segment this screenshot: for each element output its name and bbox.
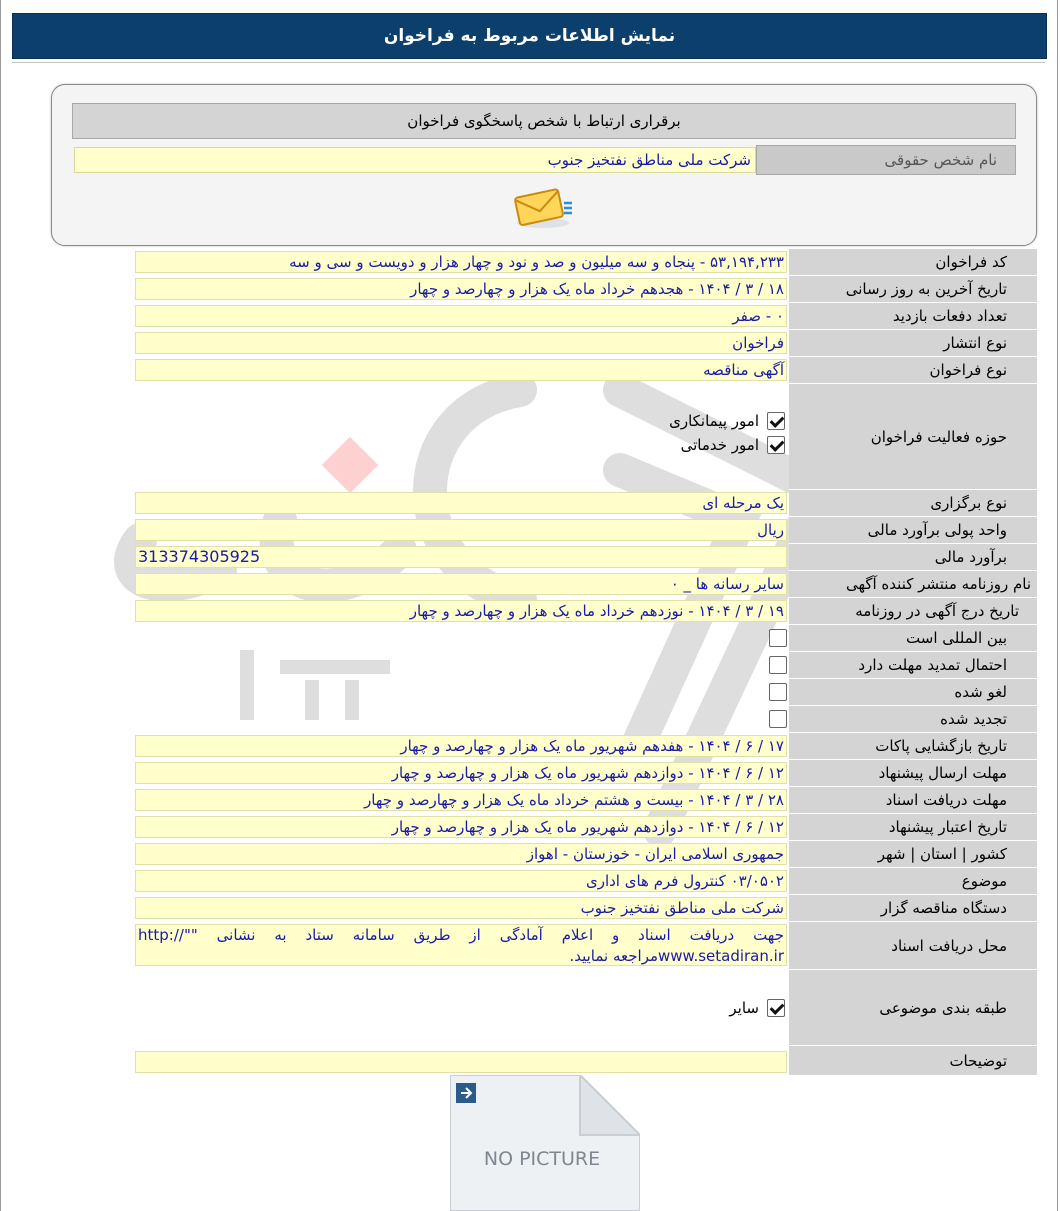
field-label: طبقه بندی موضوعی bbox=[789, 970, 1037, 1046]
contact-value: شرکت ملی مناطق نفتخیز جنوب bbox=[74, 147, 756, 173]
activity-option bbox=[135, 433, 785, 457]
row-visits bbox=[135, 303, 1037, 330]
page-title: نمایش اطلاعات مربوط به فراخوان bbox=[12, 13, 1047, 59]
checkbox-label: امور پیمانکاری bbox=[669, 412, 759, 430]
field-label: موضوع bbox=[789, 868, 1037, 895]
field-label: مهلت دریافت اسناد bbox=[789, 787, 1037, 814]
row-validity bbox=[135, 814, 1037, 841]
row-newspaper bbox=[135, 571, 1037, 598]
field-label: واحد پولی برآورد مالی bbox=[789, 517, 1037, 544]
field-value: آگهی مناقصه bbox=[135, 359, 787, 381]
contact-row bbox=[74, 145, 1016, 175]
row-description bbox=[135, 1046, 1037, 1076]
field-value: ۰ - صفر bbox=[135, 305, 787, 327]
row-category bbox=[135, 970, 1037, 1046]
contact-label: نام شخص حقوقی bbox=[756, 145, 1016, 175]
row-docs-deadline bbox=[135, 787, 1037, 814]
no-picture-image bbox=[450, 1075, 640, 1211]
field-label: نام روزنامه منتشر کننده آگهی bbox=[789, 571, 1037, 598]
no-picture-label: NO PICTURE bbox=[483, 1148, 601, 1170]
contact-panel bbox=[51, 84, 1037, 246]
field-label: کشور | استان | شهر bbox=[789, 841, 1037, 868]
field-label: دستگاه مناقصه گزار bbox=[789, 895, 1037, 922]
field-value: ۲۸ / ۳ / ۱۴۰۴ - بیست و هشتم خرداد ماه یک هزار و چهارصد و چهار bbox=[135, 789, 787, 811]
envelope-icon[interactable] bbox=[512, 185, 574, 229]
field-label: محل دریافت اسناد bbox=[789, 922, 1037, 970]
row-newspaper-date bbox=[135, 598, 1037, 625]
field-label: نوع انتشار bbox=[789, 330, 1037, 357]
row-activity bbox=[135, 384, 1037, 490]
field-label: کد فراخوان bbox=[789, 249, 1037, 276]
field-value: ریال bbox=[135, 519, 787, 541]
field-value: شرکت ملی مناطق نفتخیز جنوب bbox=[135, 897, 787, 919]
field-label: تعداد دفعات بازدید bbox=[789, 303, 1037, 330]
field-value: ۱۹ / ۳ / ۱۴۰۴ - نوزدهم خرداد ماه یک هزار و چهارصد و چهار bbox=[135, 600, 787, 622]
checkbox-label: سایر bbox=[729, 999, 759, 1017]
field-value bbox=[135, 625, 787, 655]
row-estimate bbox=[135, 544, 1037, 571]
field-label: تاریخ درج آگهی در روزنامه bbox=[789, 598, 1037, 625]
field-value: ۱۷ / ۶ / ۱۴۰۴ - هفدهم شهریور ماه یک هزار و چهارصد و چهار bbox=[135, 735, 787, 757]
field-label: برآورد مالی bbox=[789, 544, 1037, 571]
field-label: نوع فراخوان bbox=[789, 357, 1037, 384]
field-value bbox=[135, 652, 787, 682]
row-code bbox=[135, 249, 1037, 276]
row-location bbox=[135, 841, 1037, 868]
row-currency bbox=[135, 517, 1037, 544]
row-call-type bbox=[135, 357, 1037, 384]
row-cancelled bbox=[135, 679, 1037, 706]
checkbox[interactable] bbox=[767, 999, 785, 1017]
field-value bbox=[135, 706, 787, 736]
field-label: توضیحات bbox=[789, 1046, 1037, 1076]
field-value: ۱۲ / ۶ / ۱۴۰۴ - دوازدهم شهریور ماه یک هزار و چهارصد و چهار bbox=[135, 816, 787, 838]
field-value: فراخوان bbox=[135, 332, 787, 354]
field-value: یک مرحله ای bbox=[135, 492, 787, 514]
row-renewed bbox=[135, 706, 1037, 733]
field-value: سایر رسانه ها _ ۰ bbox=[135, 573, 787, 595]
row-subject bbox=[135, 868, 1037, 895]
field-label: تاریخ اعتبار پیشنهاد bbox=[789, 814, 1037, 841]
row-holding-type bbox=[135, 490, 1037, 517]
row-extension bbox=[135, 652, 1037, 679]
checkbox[interactable] bbox=[769, 629, 787, 647]
field-label: لغو شده bbox=[789, 679, 1037, 706]
field-value: ۵۳,۱۹۴,۲۳۳ - پنجاه و سه میلیون و صد و نود و چهار هزار و دویست و سی و سه bbox=[135, 251, 787, 273]
field-label: تجدید شده bbox=[789, 706, 1037, 733]
divider bbox=[12, 62, 1045, 63]
field-value: ۰۳/۰۵۰۲ کنترول فرم های اداری bbox=[135, 870, 787, 892]
field-value: جمهوری اسلامی ایران - خوزستان - اهواز bbox=[135, 843, 787, 865]
activity-option bbox=[135, 409, 785, 433]
checkbox[interactable] bbox=[769, 656, 787, 674]
field-value: ۱۲ / ۶ / ۱۴۰۴ - دوازدهم شهریور ماه یک هزار و چهارصد و چهار bbox=[135, 762, 787, 784]
row-opening-date bbox=[135, 733, 1037, 760]
contact-title: برقراری ارتباط با شخص پاسخگوی فراخوان bbox=[72, 103, 1016, 139]
checkbox[interactable] bbox=[767, 436, 785, 454]
checkbox-label: امور خدماتی bbox=[680, 436, 759, 454]
checkbox[interactable] bbox=[769, 683, 787, 701]
row-submit-deadline bbox=[135, 760, 1037, 787]
field-value: ۱۸ / ۳ / ۱۴۰۴ - هجدهم خرداد ماه یک هزار و چهارصد و چهار bbox=[135, 278, 787, 300]
row-last-update bbox=[135, 276, 1037, 303]
category-option bbox=[135, 996, 785, 1020]
row-publish-type bbox=[135, 330, 1037, 357]
field-label: حوزه فعالیت فراخوان bbox=[789, 384, 1037, 490]
details-table bbox=[135, 249, 1037, 1076]
row-docs-place bbox=[135, 922, 1037, 970]
field-label: تاریخ بازگشایی پاکات bbox=[789, 733, 1037, 760]
field-value: جهت دریافت اسناد و اعلام آمادگی از طریق سامانه ستاد به نشانی ""http:// www.setadiran.irمراجعه نمایید. bbox=[135, 924, 787, 966]
field-value bbox=[135, 1051, 787, 1073]
field-value: 313374305925 bbox=[135, 546, 787, 568]
field-label: تاریخ آخرین به روز رسانی bbox=[789, 276, 1037, 303]
checkbox[interactable] bbox=[767, 412, 785, 430]
row-organizer bbox=[135, 895, 1037, 922]
row-international bbox=[135, 625, 1037, 652]
field-label: مهلت ارسال پیشنهاد bbox=[789, 760, 1037, 787]
checkbox[interactable] bbox=[769, 710, 787, 728]
field-label: احتمال تمدید مهلت دارد bbox=[789, 652, 1037, 679]
field-value bbox=[135, 679, 787, 709]
field-label: نوع برگزاری bbox=[789, 490, 1037, 517]
field-label: بین المللی است bbox=[789, 625, 1037, 652]
